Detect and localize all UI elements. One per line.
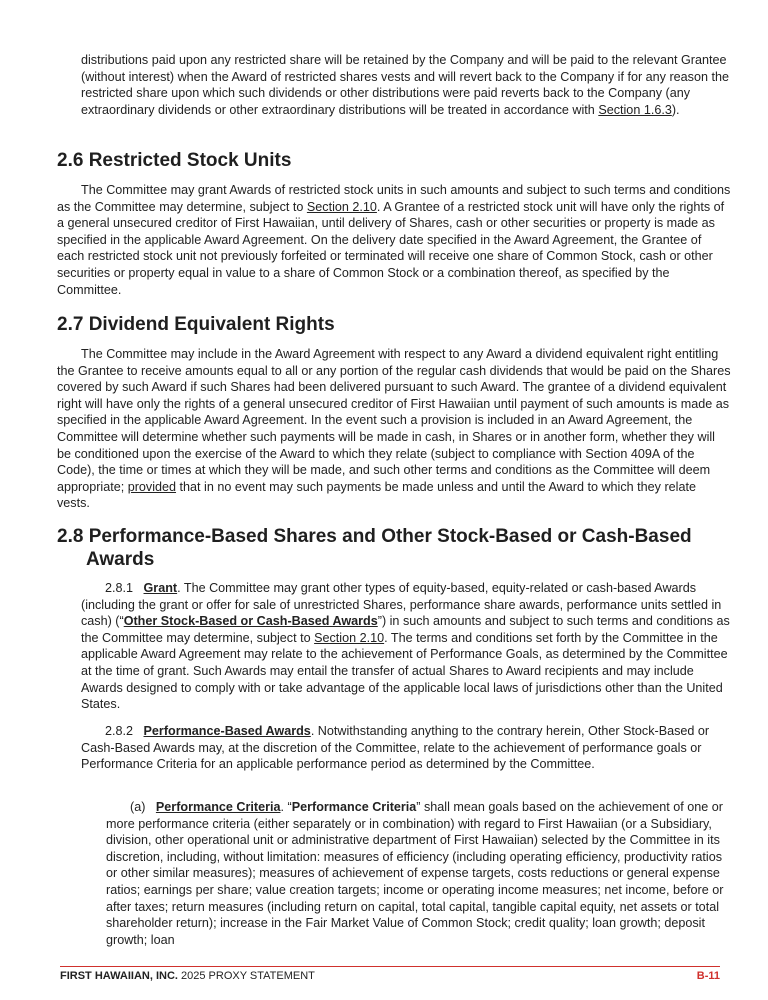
- p281-defined-term: Other Stock-Based or Cash-Based Awards: [123, 614, 378, 629]
- paragraph-2-7: [57, 346, 731, 512]
- intro-text: distributions paid upon any restricted share will be retained by the Company and will be paid to the relevant Grantee (without interest) when the Award of restricted shares vests and will revert back to the Company if for any reason the restricted share upon which such dividends or other distributions were paid reverts back to the Company (any extraordinary dividends or other extraordinary distributions will be treated in accordance with: [81, 53, 729, 117]
- p281-text: . The Committee may grant other types of equity-based, equity-related or cash-based Awards (including the grant or offer for sale of unrestricted Shares, performance share awards, performance units settled in cash) (“: [81, 581, 722, 629]
- p282-title: Performance-Based Awards: [143, 724, 311, 738]
- heading-2-8-line1: 2.8 Performance-Based Shares and Other Stock-Based or Cash-Based: [57, 526, 692, 547]
- heading-2-7: 2.7 Dividend Equivalent Rights: [57, 314, 335, 335]
- p281-text-3: . The terms and conditions set forth by the Committee in the applicable Award Agreement may relate to the achievement of Performance Goals, as determined by the Committee at the time of grant. Such Awards may entail the transfer of actual Shares to Award recipients and may include Awards designed to comply with or take advantage of the applicable local laws of jurisdictions other than the United States.: [81, 630, 728, 712]
- paragraph-2-6: [57, 182, 731, 298]
- footer-company: FIRST HAWAIIAN, INC.: [60, 970, 178, 982]
- p281-section-2-10-link[interactable]: Section 2.10: [314, 630, 385, 645]
- pa-title: Performance Criteria: [155, 800, 281, 814]
- p281-text-2: ”) in such amounts and subject to such terms and conditions as the Committee may determine, subject to: [81, 614, 730, 645]
- p282-number: 2.8.2: [105, 724, 134, 738]
- pa-number: (a): [130, 800, 146, 814]
- heading-2-6: 2.6 Restricted Stock Units: [57, 150, 292, 171]
- p26-text-end: . A Grantee of a restricted stock unit will have only the rights of a general unsecured creditor of First Hawaiian, until delivery of Shares, cash or other securities or property is made as specified in the applicable Award Agreement. On the delivery date specified in the Award Agreement, the Grantee of each restricted stock unit not previously forfeited or terminated will receive one share of Common Stock, cash or other securities or property equal in value to a share of Common Stock or a combination thereof, as specified by the Committee.: [57, 199, 725, 297]
- p282-text: . Notwithstanding anything to the contrary herein, Other Stock-Based or Cash-Based Awards may, at the discretion of the Committee, relate to the achievement of performance goals or Performance Criteria for an applicable performance period as determined by the Committee.: [81, 724, 710, 772]
- p27-text: The Committee may include in the Award Agreement with respect to any Award a dividend equivalent right entitling the Grantee to receive amounts equal to all or any portion of the regular cash dividends that would be paid on the Shares covered by such Award if such Shares had been delivered pursuant to such Award. The grantee of a dividend equivalent right will have only the rights of a general unsecured creditor of First Hawaiian until payment of such amounts is made as specified in the applicable Award Agreement. In the event such a provision is included in an Award Agreement, the Committee will determine whether such payments will be made in cash, in Shares or in another form, whether they will be conditioned upon the exercise of the Award to which they relate (subject to compliance with Section 409A of the Code), the time or times at which they will be made, and such other terms and conditions as the Committee will deem appropriate;: [57, 347, 731, 494]
- pa-text: ” shall mean goals based on the achievement of one or more performance criteria (either separately or in combination) with regard to First Hawaiian (or a Subsidiary, division, other operational unit or administrative department of First Hawaiian) selected by the Committee in its discretion, including, without limitation: measures of efficiency (including operating efficiency, productivity ratios or other similar measures); measures of achievement of expense targets, costs reductions or general expense ratios; earnings per share; value creation targets; income or operating income measures; net income, before or after taxes; return measures (including return on capital, total capital, tangible capital equity, net assets or total shareholder return); increase in the Fair Market Value of Common Stock; credit quality; loan growth; deposit growth; loan: [106, 800, 724, 947]
- paragraph-2-8-1: [81, 580, 731, 713]
- pa-text-0: . “: [280, 800, 292, 814]
- heading-2-8-line2: Awards: [86, 549, 155, 570]
- paragraph-a: [106, 799, 731, 948]
- provided-term: provided: [127, 479, 177, 494]
- heading-2-8: [57, 525, 747, 571]
- intro-text-end: ).: [671, 102, 680, 117]
- pa-defined-term: Performance Criteria: [291, 800, 417, 814]
- footer-document: 2025 PROXY STATEMENT: [177, 970, 315, 982]
- page-number: B-11: [696, 970, 720, 982]
- intro-paragraph: [81, 52, 731, 118]
- footer-left: [60, 970, 315, 982]
- p27-text-end: that in no event may such payments be made unless and until the Award to which they relate vests.: [57, 479, 696, 511]
- p26-text: The Committee may grant Awards of restricted stock units in such amounts and subject to such terms and conditions as the Committee may determine, subject to: [57, 183, 731, 214]
- p281-number: 2.8.1: [105, 581, 134, 595]
- section-1-6-3-link[interactable]: Section 1.6.3: [598, 102, 672, 117]
- paragraph-2-8-2: [81, 723, 731, 773]
- page-footer: [60, 966, 720, 982]
- section-2-10-link[interactable]: Section 2.10: [306, 199, 377, 214]
- p281-title: Grant: [143, 581, 178, 595]
